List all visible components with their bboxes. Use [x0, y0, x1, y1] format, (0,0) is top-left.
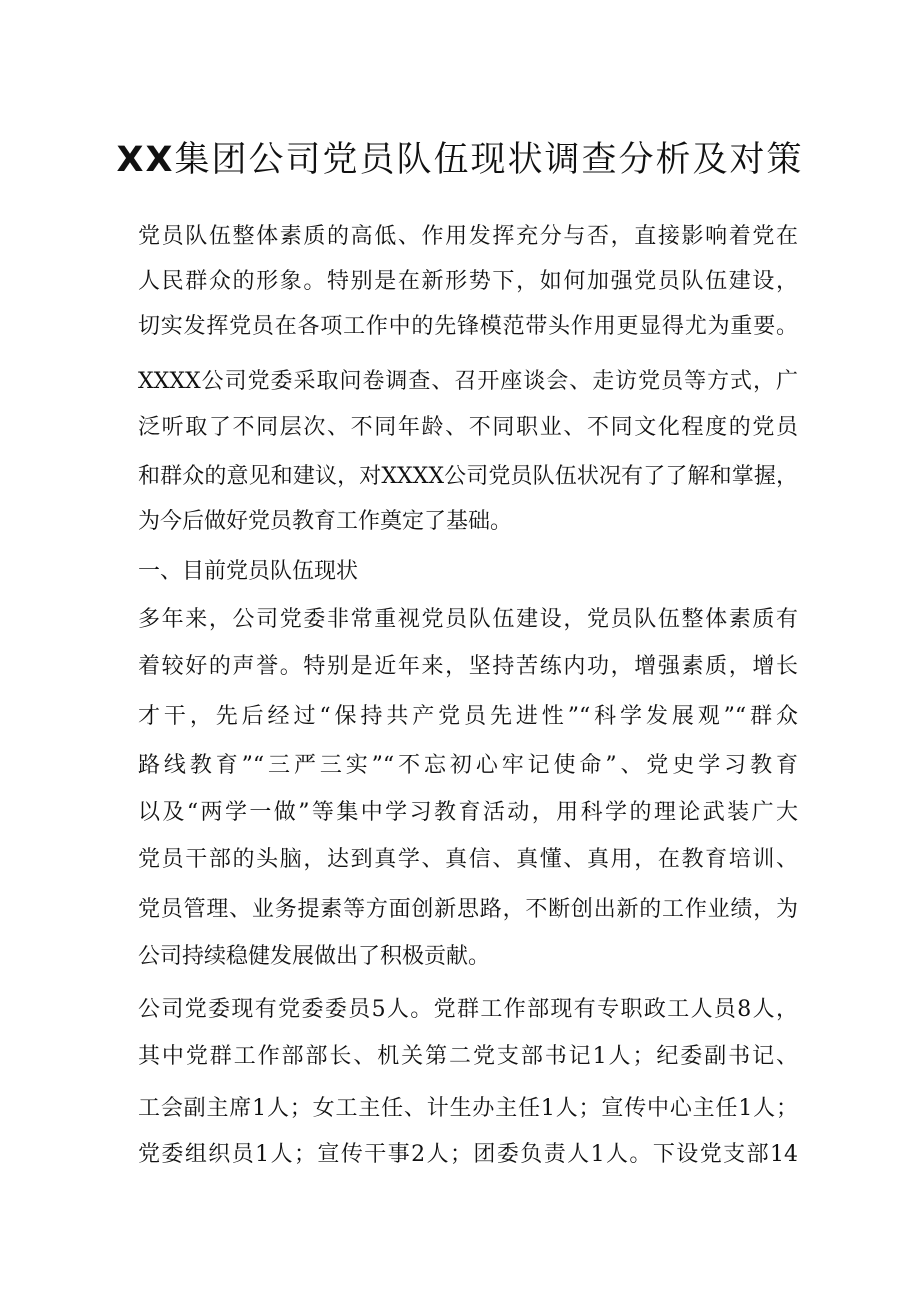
body-line: 泛听取了不同层次、不同年龄、不同职业、不同文化程度的党员: [138, 415, 798, 440]
body-line: 多年来，公司党委非常重视党员队伍建设，党员队伍整体素质有: [138, 607, 798, 632]
body-line: 为今后做好党员教育工作奠定了基础。: [138, 509, 513, 534]
body-line: 党员队伍整体素质的高低、作用发挥充分与否，直接影响着党在: [138, 224, 798, 249]
body-line: 党员干部的头脑，达到真学、真信、真懂、真用，在教育培训、: [138, 847, 798, 872]
body-line: 才干，先后经过“保持共产党员先进性”“科学发展观”“群众: [138, 704, 798, 729]
body-line: 着较好的声誉。特别是近年来，坚持苦练内功，增强素质，增长: [138, 654, 798, 679]
body-line: 以及“两学一做”等集中学习教育活动，用科学的理论武装广大: [138, 800, 798, 825]
body-line: 党委组织员1人；宣传干事2人；团委负责人1人。下设党支部14: [138, 1142, 798, 1167]
body-line: 切实发挥党员在各项工作中的先锋模范带头作用更显得尤为重要。: [138, 314, 798, 339]
body-line: 人民群众的形象。特别是在新形势下，如何加强党员队伍建设，: [138, 269, 798, 294]
body-line: 路线教育”“三严三实”“不忘初心牢记使命”、党史学习教育: [138, 753, 798, 778]
body-line: 公司持续稳健发展做出了积极贡献。: [138, 944, 491, 969]
body-line: 工会副主席1人；女工主任、计生办主任1人；宣传中心主任1人；: [138, 1096, 798, 1121]
title-prefix: XX: [116, 140, 175, 180]
body-line: 其中党群工作部部长、机关第二党支部书记1人；纪委副书记、: [138, 1044, 798, 1069]
body-line: XXXX公司党委采取问卷调查、召开座谈会、走访党员等方式，广: [138, 369, 798, 394]
body-line: 公司党委现有党委委员5人。党群工作部现有专职政工人员8人，: [138, 997, 798, 1022]
body-line: 党员管理、业务提素等方面创新思路，不断创出新的工作业绩，为: [138, 897, 798, 922]
document-title: [0, 138, 920, 182]
section-heading: 一、目前党员队伍现状: [138, 559, 359, 584]
title-text: 集团公司党员队伍现状调查分析及对策: [174, 140, 804, 180]
body-line: 和群众的意见和建议，对XXXX公司党员队伍状况有了了解和掌握，: [138, 464, 798, 489]
